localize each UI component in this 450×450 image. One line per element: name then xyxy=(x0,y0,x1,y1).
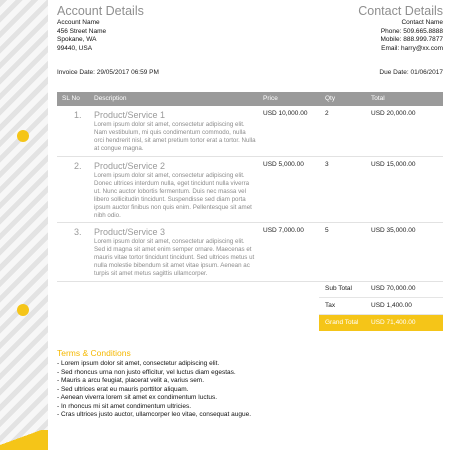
grand-total-label: Grand Total xyxy=(325,319,359,326)
item-description: Lorem ipsum dolor sit amet, consectetur adipiscing elit. Nam vestibulum, mi quis condimentum commodo, nulla orci hendrerit nisl, sit amet pretium tortor erat a tortor. Nulla at congue magna. xyxy=(94,121,256,152)
item-total: USD 20,000.00 xyxy=(371,110,416,117)
grand-total-row xyxy=(319,315,443,331)
decorative-stripe-band xyxy=(0,0,48,450)
invoice-document xyxy=(57,0,443,450)
item-price: USD 5,000.00 xyxy=(263,161,304,168)
account-line: Account Name xyxy=(57,19,100,26)
table-row xyxy=(57,223,443,282)
terms-and-conditions xyxy=(57,348,357,420)
account-line: 456 Street Name xyxy=(57,27,107,35)
subtotal-label: Sub Total xyxy=(325,285,352,292)
term-item: - Mauris a arcu feugiat, placerat velit a, varius sem. xyxy=(57,377,205,384)
term-item: - Cras ultrices justo auctor, ullamcorper leo vitae, consequat augue. xyxy=(57,411,252,418)
item-description: Lorem ipsum dolor sit amet, consectetur adipiscing elit. Donec ultrices interdum nulla, eget tincidunt nulla viverra ut. Nunc auctor lobortis fermentum. Duis nec massa vel libero sollicitudin tincidunt. Suspendisse sed diam porta ipsum auctor finibus non quis enim. Pellentesque sit amet nibh odio. xyxy=(94,172,252,219)
tax-label: Tax xyxy=(325,302,336,309)
account-line: Spokane, WA xyxy=(57,36,97,43)
account-line: 99440, USA xyxy=(57,44,93,52)
contact-details xyxy=(358,4,443,53)
row-number: 1. xyxy=(74,110,82,120)
item-total: USD 35,000.00 xyxy=(371,227,416,234)
contact-line: Phone: 509.665.8888 xyxy=(380,27,443,35)
table-row xyxy=(57,106,443,157)
tax-row xyxy=(319,298,443,315)
terms-title: Terms & Conditions xyxy=(57,348,131,358)
table-row xyxy=(57,157,443,223)
item-name: Product/Service 1 xyxy=(94,110,166,120)
table-header xyxy=(57,92,443,106)
subtotal-value: USD 70,000.00 xyxy=(371,285,416,292)
line-items-table xyxy=(57,92,443,282)
term-item: - Lorem ipsum dolor sit amet, consectetur adipiscing elit. xyxy=(57,360,220,367)
header-price: Price xyxy=(263,95,278,102)
header-sl-no: SL No xyxy=(62,95,80,102)
item-qty: 2 xyxy=(325,110,329,117)
decorative-dot-bottom xyxy=(17,304,29,316)
header-total: Total xyxy=(371,95,385,102)
item-description: Lorem ipsum dolor sit amet, consectetur adipiscing elit. Sed id magna sit amet enim semper ornare. Maecenas et mauris vitae tortor tincidunt tincidunt. Sed ultrices metus ut nulla molestie bibendum sit amet vitae ipsum. Aenean ac turpis sit amet metus sagittis ullamcorper. xyxy=(94,238,255,277)
subtotal-row xyxy=(319,281,443,298)
header-description: Description xyxy=(94,95,127,102)
grand-total-value: USD 71,400.00 xyxy=(371,319,416,326)
contact-line: Contact Name xyxy=(401,19,443,26)
dates-row xyxy=(57,69,443,79)
item-price: USD 7,000.00 xyxy=(263,227,304,234)
item-total: USD 15,000.00 xyxy=(371,161,416,168)
due-date: Due Date: 01/06/2017 xyxy=(379,69,443,76)
item-qty: 5 xyxy=(325,227,329,234)
item-name: Product/Service 3 xyxy=(94,227,166,237)
header-qty: Qty xyxy=(325,95,336,102)
tax-value: USD 1,400.00 xyxy=(371,302,412,309)
term-item: - Aenean viverra lorem sit amet ex condimentum luctus. xyxy=(57,394,218,401)
contact-line: Mobile: 888.999.7877 xyxy=(380,36,443,43)
account-details xyxy=(57,4,144,53)
invoice-date: Invoice Date: 29/05/2017 06:59 PM xyxy=(57,69,159,76)
item-name: Product/Service 2 xyxy=(94,161,166,171)
decorative-dot-top xyxy=(17,130,29,142)
totals-summary xyxy=(319,281,443,331)
term-item: - Sed rhoncus urna non justo efficitur, vel luctus diam egestas. xyxy=(57,368,236,376)
row-number: 2. xyxy=(74,161,82,171)
account-details-title: Account Details xyxy=(57,4,144,18)
term-item: - Sed ultrices erat eu mauris porttitor aliquam. xyxy=(57,385,189,393)
item-price: USD 10,000.00 xyxy=(263,110,308,117)
row-number: 3. xyxy=(74,227,82,237)
contact-line: Email: harry@xx.com xyxy=(381,44,443,52)
item-qty: 3 xyxy=(325,161,329,168)
term-item: - In rhoncus mi sit amet condimentum ultricies. xyxy=(57,402,192,410)
contact-details-title: Contact Details xyxy=(358,4,443,18)
decorative-corner-accent xyxy=(0,430,48,450)
